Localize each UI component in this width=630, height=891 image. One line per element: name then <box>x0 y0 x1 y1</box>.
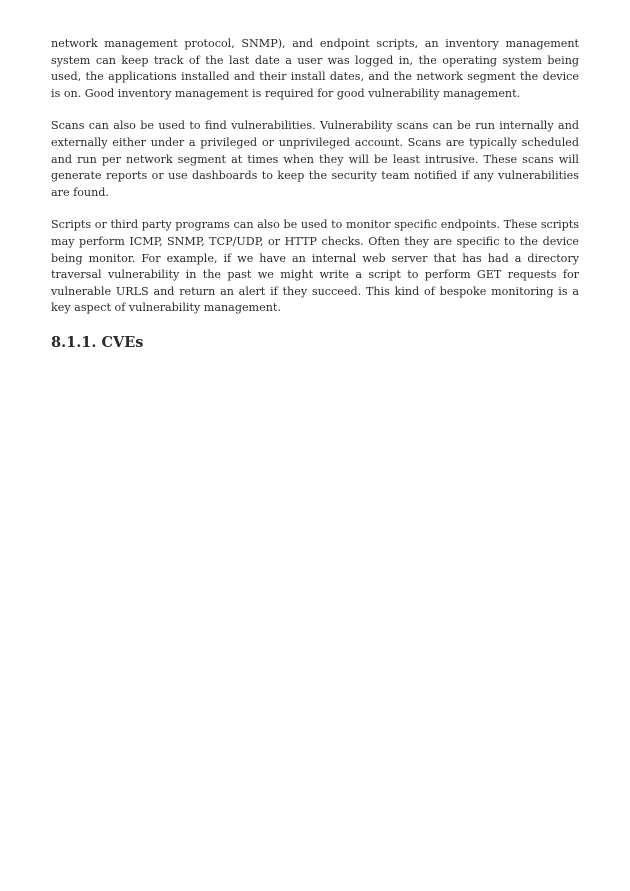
document-page <box>51 36 579 353</box>
section-heading-cves: 8.1.1. CVEs <box>51 333 144 351</box>
paragraph-vulnerability-scans: Scans can also be used to find vulnerabilities. Vulnerability scans can be run internally and externally either under a privileged or unprivileged account. Scans are typically scheduled and run per network segment at times when they will be least intrusive. These scans will generate reports or use dashboards to keep the security team notified if any vulnerabilities are found. <box>51 119 579 199</box>
paragraph-endpoint-monitoring: Scripts or third party programs can also be used to monitor specific endpoints. These scripts may perform ICMP, SNMP, TCP/UDP, or HTTP checks. Often they are specific to the device being monitor. For example, if we have an internal web server that has had a directory traversal vulnerability in the past we might write a script to perform GET requests for vulnerable URLS and return an alert if they succeed. This kind of bespoke monitoring is a key aspect of vulnerability management. <box>51 218 579 315</box>
paragraph-inventory-management: network management protocol, SNMP), and endpoint scripts, an inventory management system can keep track of the last date a user was logged in, the operating system being used, the applications installed and their install dates, and the network segment the device is on. Good inventory management is required for good vulnerability management. <box>51 37 579 100</box>
